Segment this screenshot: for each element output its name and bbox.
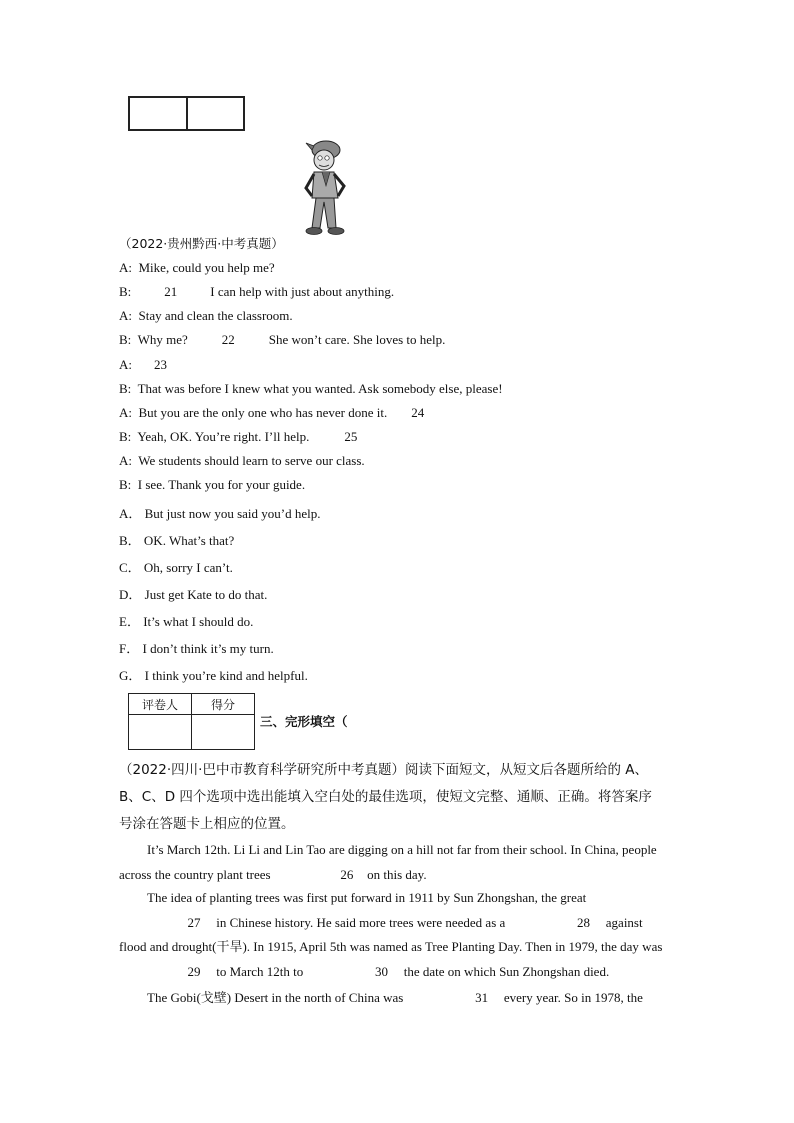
option-item: F． I don’t think it’s my turn. (119, 641, 274, 656)
answer-blank[interactable]: 28 (577, 914, 591, 930)
answer-blank[interactable]: 23 (154, 357, 167, 372)
dialogue-line: B: That was before I knew what you wanted. Ask somebody else, please! (119, 381, 503, 396)
score-box (128, 96, 245, 131)
reviewer-cell (129, 715, 192, 750)
dialogue-line: A: We students should learn to serve our class. (119, 453, 365, 468)
option-item: B． OK. What’s that? (119, 533, 235, 548)
option-item: G． I think you’re kind and helpful. (119, 668, 308, 683)
instructions: （2022·四川·巴中市教育科学研究所中考真题）阅读下面短文，从短文后各题所给的 A、B、C、D 四个选项中选出能填入空白处的最佳选项，使短文完整、通顺、正确。将答案序号涂在答题卡上相应的位置。 (119, 762, 652, 832)
answer-blank[interactable]: 31 (475, 990, 489, 1005)
answer-blank[interactable]: 24 (411, 405, 425, 420)
cartoon-boy-illustration (300, 136, 356, 238)
dialogue-line: B: 21 I can help with just about anything. (119, 284, 395, 299)
section-title: 三、完形填空（ (260, 714, 348, 729)
section-source: （2022·贵州黔西·中考真题） (119, 236, 284, 251)
dialogue-line: A: 23 (119, 357, 183, 373)
dialogue-line: A: Mike, could you help me? (119, 260, 275, 275)
passage-paragraph: The idea of planting trees was first put forward in 1911 by Sun Zhongshan, the great 27 in Chinese history. He said more trees were needed as a 28 against flood and drought(干旱). In 1915, April 5th was named as Tree Planting Day. Then in 1979, the day was 29 to March 12th to 30 the date on which Sun Zhongshan died. (119, 886, 664, 984)
option-item: E． It’s what I should do. (119, 614, 254, 629)
score-box-cell (188, 98, 244, 129)
option-item: D． Just get Kate to do that. (119, 587, 268, 602)
option-item: A． But just now you said you’d help. (119, 506, 321, 521)
answer-blank[interactable]: 29 (187, 963, 201, 979)
passage-paragraph: The Gobi(戈壁) Desert in the north of China was 31 every year. So in 1978, the (119, 986, 664, 1011)
score-header: 得分 (192, 694, 255, 715)
answer-blank[interactable]: 30 (375, 963, 389, 979)
dialogue-line: A: Stay and clean the classroom. (119, 308, 293, 323)
answer-blank[interactable]: 21 (164, 284, 178, 299)
passage-paragraph: It’s March 12th. Li Li and Lin Tao are digging on a hill not far from their school. In China, people across the country plant trees 26 on this day. (119, 838, 664, 887)
dialogue-line: B: I see. Thank you for your guide. (119, 477, 306, 492)
dialogue-line: A: But you are the only one who has never done it. 24 (119, 405, 442, 421)
answer-blank[interactable]: 26 (340, 866, 354, 882)
dialogue-line: B: Why me? 22 She won’t care. She loves to help. (119, 332, 446, 347)
answer-blank[interactable]: 25 (344, 429, 358, 444)
dialogue-line: B: Yeah, OK. You’re right. I’ll help. 25 (119, 429, 386, 445)
answer-blank[interactable]: 27 (187, 914, 201, 930)
reviewer-header: 评卷人 (129, 694, 192, 715)
score-box-cell (130, 98, 188, 129)
answer-blank[interactable]: 22 (221, 332, 235, 347)
option-item: C． Oh, sorry I can’t. (119, 560, 233, 575)
score-cell (192, 715, 255, 750)
grader-table (128, 693, 255, 750)
